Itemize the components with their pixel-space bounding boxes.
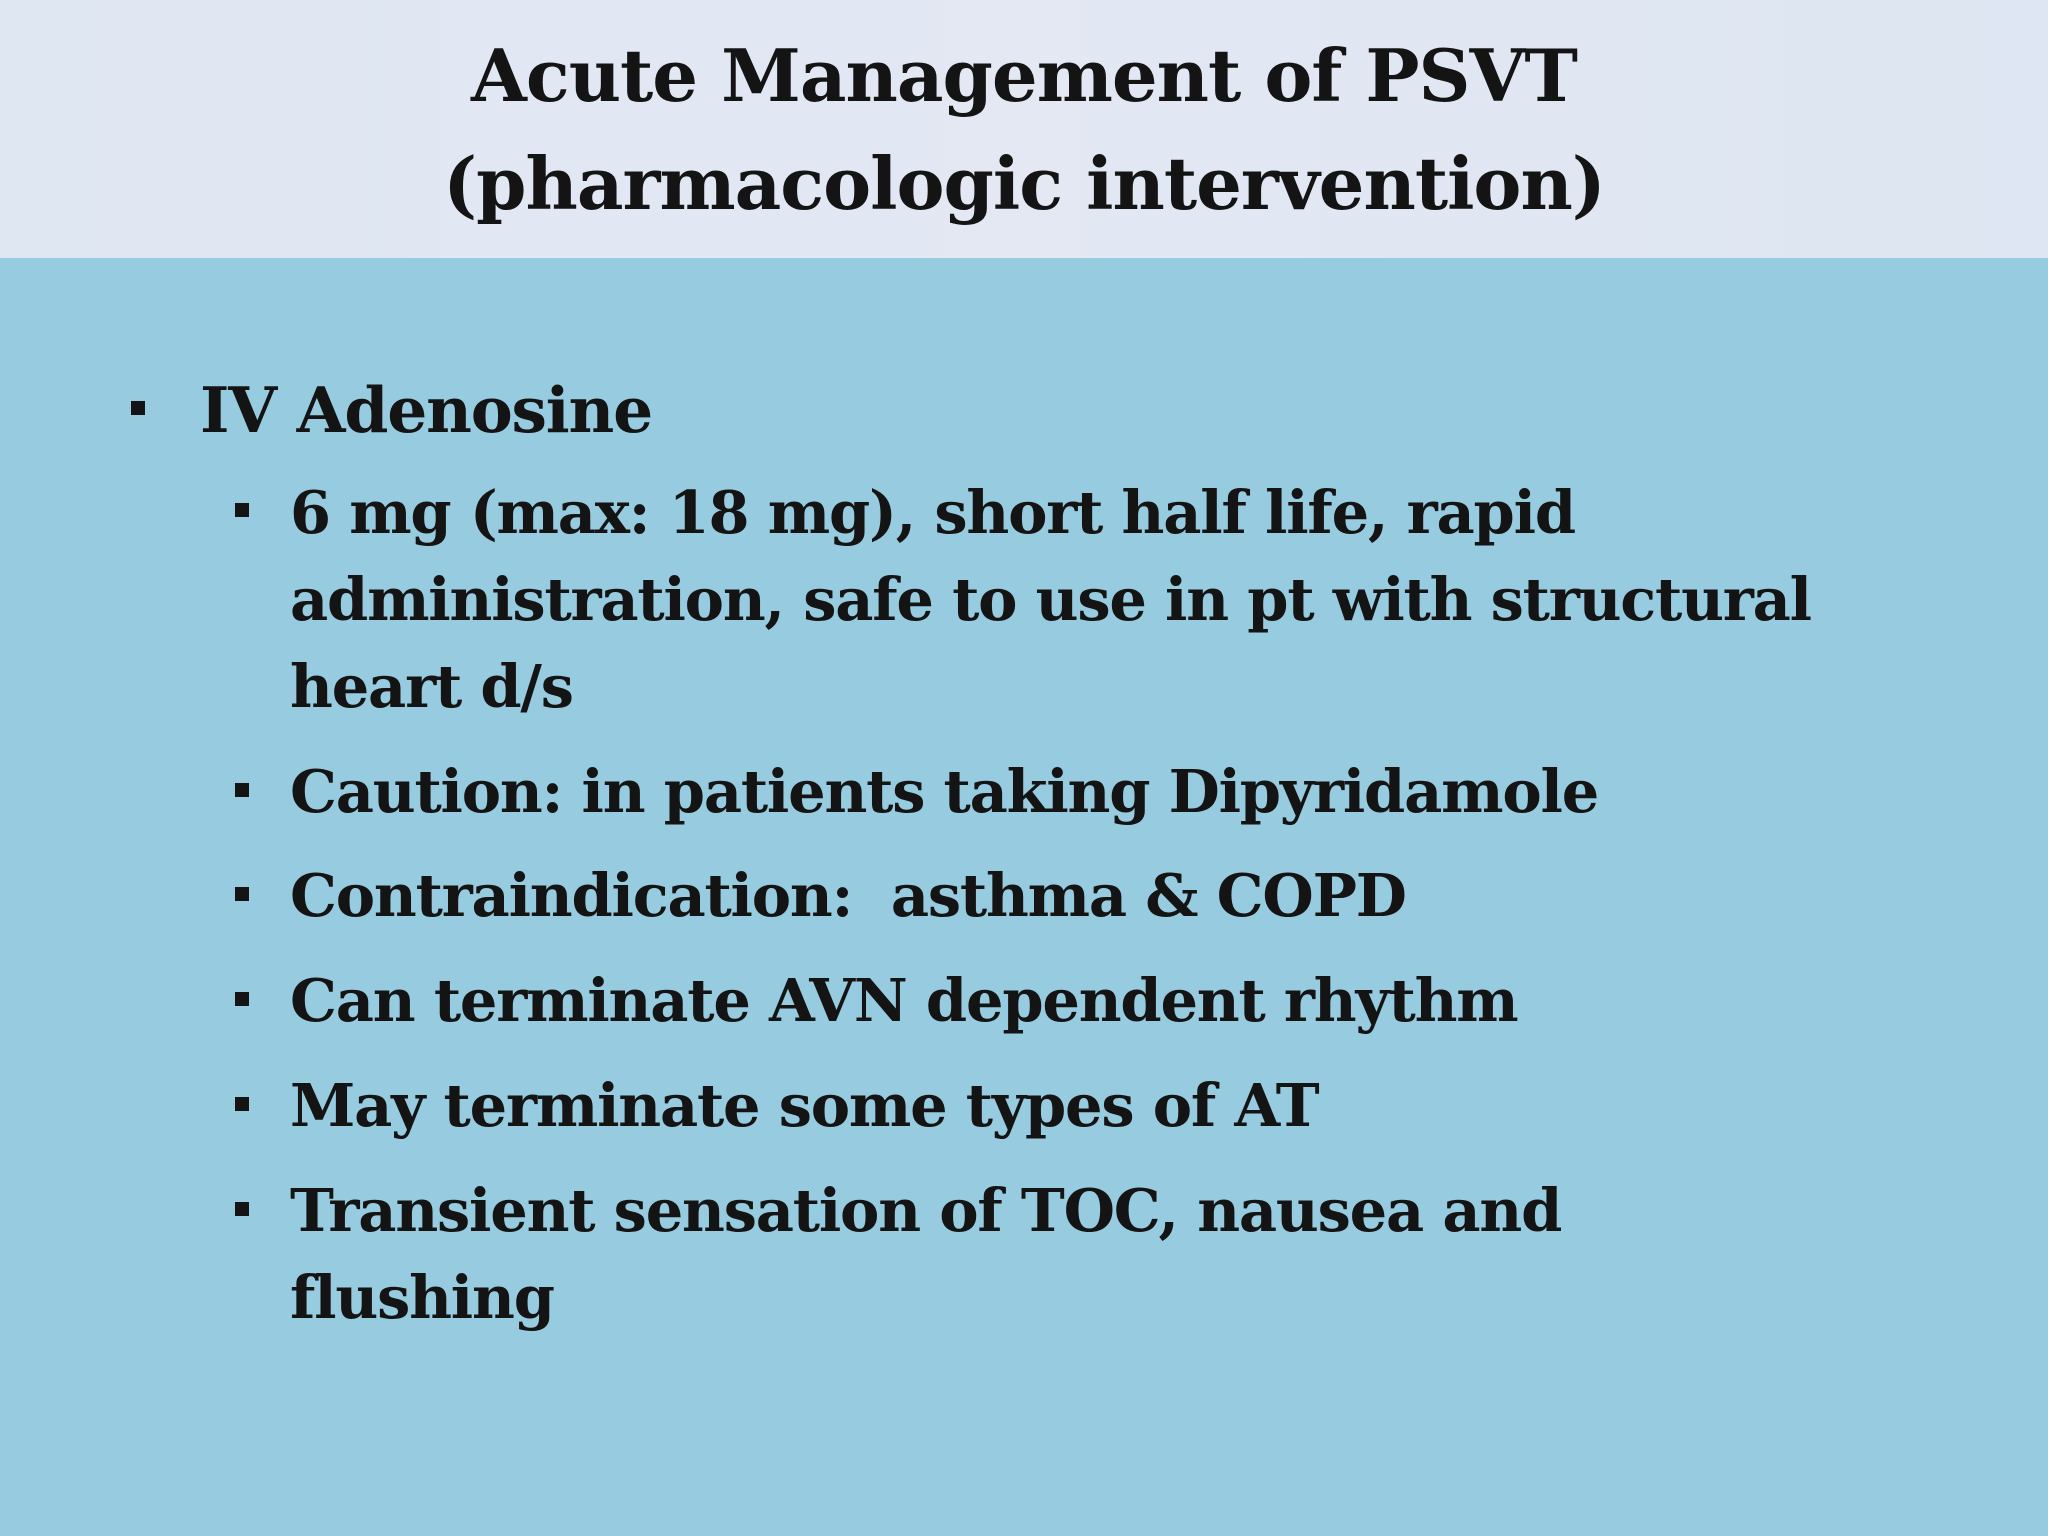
square-bullet-icon bbox=[235, 887, 249, 901]
square-bullet-icon bbox=[131, 401, 145, 415]
sub-bullet-contraindication: Contraindication: asthma & COPD bbox=[290, 861, 1406, 930]
sub-bullet-side-effects-line-1: Transient sensation of TOC, nausea and bbox=[290, 1176, 1562, 1245]
slide-title-line-1: Acute Management of PSVT bbox=[471, 33, 1577, 118]
bullet-iv-adenosine: IV Adenosine bbox=[200, 373, 653, 447]
sub-bullet-dose-line-2: administration, safe to use in pt with structural bbox=[290, 565, 1811, 634]
sub-bullet-dose-line-3: heart d/s bbox=[290, 652, 573, 721]
sub-bullet-side-effects-line-2: flushing bbox=[290, 1263, 554, 1332]
title-band bbox=[0, 0, 2048, 258]
square-bullet-icon bbox=[235, 1097, 249, 1111]
square-bullet-icon bbox=[235, 992, 249, 1006]
sub-bullet-terminate-at: May terminate some types of AT bbox=[290, 1071, 1319, 1140]
square-bullet-icon bbox=[235, 783, 249, 797]
sub-bullet-terminate-avn: Can terminate AVN dependent rhythm bbox=[290, 966, 1518, 1035]
slide-title-line-2: (pharmacologic intervention) bbox=[443, 141, 1605, 226]
sub-bullet-caution: Caution: in patients taking Dipyridamole bbox=[290, 757, 1599, 826]
sub-bullet-dose-line-1: 6 mg (max: 18 mg), short half life, rapid bbox=[290, 478, 1575, 547]
square-bullet-icon bbox=[235, 503, 249, 517]
square-bullet-icon bbox=[235, 1202, 249, 1216]
